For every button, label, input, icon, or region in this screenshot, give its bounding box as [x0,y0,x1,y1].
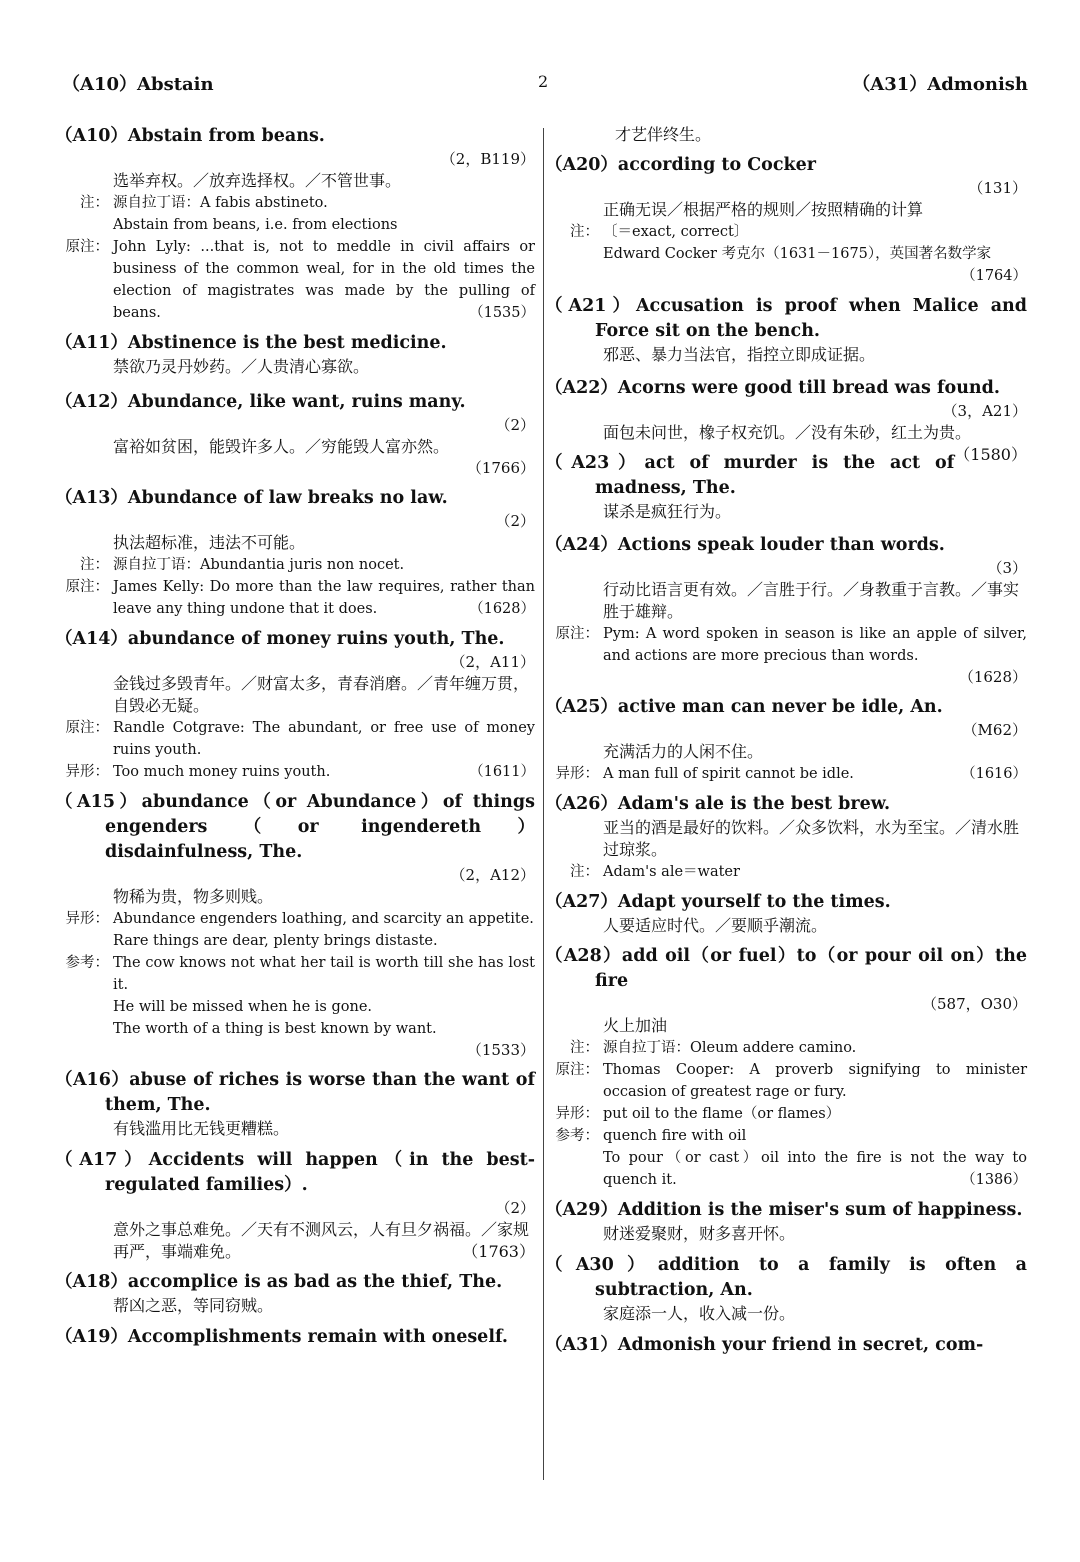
note-label: 注： [570,224,599,240]
entry-reference-note [545,1125,1027,1191]
entry-a19-continued [545,124,1027,146]
entry-year: （1628） [958,668,1027,686]
note-label: 注： [570,1040,599,1056]
entry-year: （1766） [466,459,535,477]
note-year: （1764） [961,268,1027,284]
entry-translation: 才艺伴终生。 [615,125,712,144]
entry-translation: 邪恶、暴力当法官，指控立即成证据。 [603,345,876,364]
entry-variant [545,1103,1027,1125]
page-number: 2 [538,72,549,91]
entry-headword: （A18）accomplice is as bad as the thief, The. [55,1272,503,1292]
entry-year: （1580） [954,445,1027,464]
entry-translation: 充满活力的人闲不住。 [603,742,764,761]
left-column [55,124,535,1357]
note-label: 原注： [555,626,599,642]
entry-a10 [55,124,535,324]
entry-translation: 谋杀是疯狂行为。 [603,502,732,521]
note-label: 注： [80,195,109,211]
entry-headword: （A29）Addition is the miser's sum of happiness. [545,1200,1023,1220]
note-text: Thomas Cooper: A proverb signifying to minister occasion of greatest rage or fury. [603,1062,1027,1100]
entry-year: （1763） [462,1242,535,1261]
entry-variant [55,908,535,952]
entry-translation: 物稀为贵，物多则贱。 [113,887,274,906]
entry-translation: 火上加油 [603,1016,668,1035]
entry-headword: （A13）Abundance of law breaks no law. [55,488,448,508]
entry-a31 [545,1333,1027,1358]
note-text: 源自拉丁语：A fabis abstineto. [113,195,328,211]
entry-headword: （A15）abundance（or Abundance）of things engenders（or ingendereth）disdainfulness, The. [55,792,535,862]
note-text: 源自拉丁语：Oleum addere camino. [603,1040,857,1056]
entry-headword: （A21）Accusation is proof when Malice and Force sit on the bench. [545,296,1027,341]
note-text: Rare things are dear, plenty brings distaste. [113,933,438,949]
entry-variant [55,761,535,783]
note-text: Abstain from beans, i.e. from elections [113,217,398,233]
entry-note [55,192,535,236]
note-year: （1535） [469,305,535,321]
entry-translation: 财迷爱聚财，财多喜开怀。 [603,1224,796,1243]
entry-headword: （A14）abundance of money ruins youth, The. [55,629,505,649]
entry-reference-note [55,952,535,1040]
note-text: He will be missed when he is gone. [113,999,373,1015]
entry-a18 [55,1270,535,1317]
note-year: （1386） [961,1172,1027,1188]
entry-reference: （131） [968,179,1027,197]
entry-headword: （A19）Accomplishments remain with oneself. [55,1327,508,1347]
entry-headword: （A16）abuse of riches is worse than the want of them, The. [55,1070,535,1115]
entry-original-note [55,576,535,620]
note-text: Abundance engenders loathing, and scarcity an appetite. [113,911,534,927]
entry-reference: （2，A11） [450,653,535,671]
entry-a25 [545,695,1027,785]
note-text: Too much money ruins youth. [113,764,331,780]
entry-translation: 选举弃权。／放弃选择权。／不管世事。 [113,171,402,190]
entry-translation: 面包未问世，橡子权充饥。／没有朱砂，红土为贵。 [603,423,972,442]
entry-translation: 行动比语言更有效。／言胜于行。／身教重于言教。／事实胜于雄辩。 [603,580,1020,621]
note-label: 异形： [65,911,109,927]
entry-headword: （A20）according to Cocker [545,155,816,175]
entry-original-note [55,717,535,761]
entry-translation: 家庭添一人，收入减一份。 [603,1304,796,1323]
entry-original-note [55,236,535,324]
note-label: 异形： [555,1106,599,1122]
note-label: 原注： [65,239,109,255]
note-text: Edward Cocker 考克尔（1631－1675），英国著名数学家 [603,246,992,262]
entry-headword: （A23）act of murder is the act of madness, The. [545,453,955,498]
entry-variant [545,763,1027,785]
entry-headword: （A10）Abstain from beans. [55,126,325,146]
entry-translation: 亚当的酒是最好的饮料。／众多饮料，水为至宝。／清水胜过琼浆。 [603,818,1020,859]
note-year: （1611） [469,764,535,780]
entry-reference: （2，B119） [440,150,535,168]
page-header [0,66,1080,98]
note-text: 〔＝exact, correct〕 [603,224,749,240]
entry-headword: （A11）Abstinence is the best medicine. [55,333,447,353]
entry-headword: （A12）Abundance, like want, ruins many. [55,392,466,412]
entry-translation: 执法超标准，违法不可能。 [113,533,306,552]
note-label: 参考： [65,955,109,971]
note-text: To pour（or cast）oil into the fire is not the way to quench it. [603,1150,1027,1188]
entry-a21 [545,294,1027,366]
entry-original-note [545,623,1027,667]
note-label: 异形： [555,766,599,782]
entry-a11 [55,331,535,378]
entry-headword: （A26）Adam's ale is the best brew. [545,794,891,814]
entry-headword: （A24）Actions speak louder than words. [545,535,945,555]
entry-a19 [55,1325,535,1350]
note-label: 异形： [65,764,109,780]
entry-note [545,1037,1027,1059]
entry-translation: 金钱过多毁青年。／财富太多，青春消磨。／青年缠万贯，自毁必无疑。 [113,674,530,715]
note-text: 源自拉丁语：Abundantia juris non nocet. [113,557,405,573]
note-text: Pym: A word spoken in season is like an apple of silver, and actions are more precious than words. [603,626,1027,664]
entry-headword: （A17）Accidents will happen（in the best-regulated families）. [55,1150,535,1195]
note-label: 原注： [555,1062,599,1078]
entry-original-note [545,1059,1027,1103]
column-divider [543,128,544,1480]
note-label: 原注： [65,720,109,736]
note-label: 注： [570,864,599,880]
entry-headword: （A22）Acorns were good till bread was found. [545,378,1000,398]
entry-a14 [55,627,535,783]
entry-a13 [55,486,535,620]
entry-a16 [55,1068,535,1140]
entry-headword: （A31）Admonish your friend in secret, com- [545,1335,984,1355]
entry-a29 [545,1198,1027,1245]
note-text: Randle Cotgrave: The abundant, or free use of money ruins youth. [113,720,535,758]
entry-translation: 有钱滥用比无钱更糟糕。 [113,1119,290,1138]
note-text: John Lyly: ...that is, not to meddle in civil affairs or business of the common weal, for in the old times the election of magistrates was made by the pulling of beans. [113,239,535,321]
right-column [545,124,1027,1365]
entry-a17 [55,1148,535,1263]
entry-reference: （3，A21） [942,402,1027,420]
entry-headword: （A27）Adapt yourself to the times. [545,892,891,912]
entry-translation: 意外之事总难免。／天有不测风云，人有旦夕祸福。／家规再严，事端难免。 [113,1220,530,1261]
entry-year: （1533） [466,1041,535,1059]
note-year: （1628） [469,601,535,617]
entry-a26 [545,792,1027,883]
entry-a15 [55,790,535,1061]
entry-reference: （2） [495,416,535,434]
note-text: The cow knows not what her tail is worth till she has lost it. [113,955,535,993]
entry-a27 [545,890,1027,937]
note-text: A man full of spirit cannot be idle. [603,766,854,782]
entry-reference: （587，O30） [921,995,1027,1013]
entry-translation: 人要适应时代。／要顺乎潮流。 [603,916,828,935]
entry-headword: （A28）add oil（or fuel）to（or pour oil on）the fire [545,946,1027,991]
entry-note [545,221,1027,287]
entry-headword: （A25）active man can never be idle, An. [545,697,943,717]
note-text: put oil to the flame（or flames） [603,1106,841,1122]
entry-a22 [545,376,1027,464]
note-text: The worth of a thing is best known by want. [113,1021,437,1037]
entry-a12 [55,390,535,479]
running-head-right: （A31）Admonish [852,74,1028,95]
entry-a20 [545,153,1027,287]
entry-reference: （M62） [962,721,1027,739]
entry-note [55,554,535,576]
note-text: quench fire with oil [603,1128,747,1144]
entry-reference: （2，A12） [450,866,535,884]
note-text: Adam's ale＝water [603,864,740,880]
running-head-left: （A10）Abstain [62,74,214,95]
entry-a30 [545,1253,1027,1325]
entry-translation: 禁欲乃灵丹妙药。／人贵清心寡欲。 [113,357,370,376]
note-label: 注： [80,557,109,573]
entry-reference: （3） [987,559,1027,577]
entry-translation: 富裕如贫困，能毁许多人。／穷能毁人富亦然。 [113,437,450,456]
note-label: 参考： [555,1128,599,1144]
entry-note [545,861,1027,883]
note-text: James Kelly: Do more than the law requires, rather than leave any thing undone that it does. [113,579,535,617]
entry-headword: （A30）addition to a family is often a subtraction, An. [545,1255,1027,1300]
entry-translation: 帮凶之恶，等同窃贼。 [113,1296,274,1315]
note-label: 原注： [65,579,109,595]
entry-reference: （2） [495,512,535,530]
entry-reference: （2） [495,1199,535,1217]
entry-a24 [545,533,1027,688]
entry-a28 [545,944,1027,1191]
entry-translation: 正确无误／根据严格的规则／按照精确的计算 [603,200,924,219]
note-year: （1616） [961,766,1027,782]
